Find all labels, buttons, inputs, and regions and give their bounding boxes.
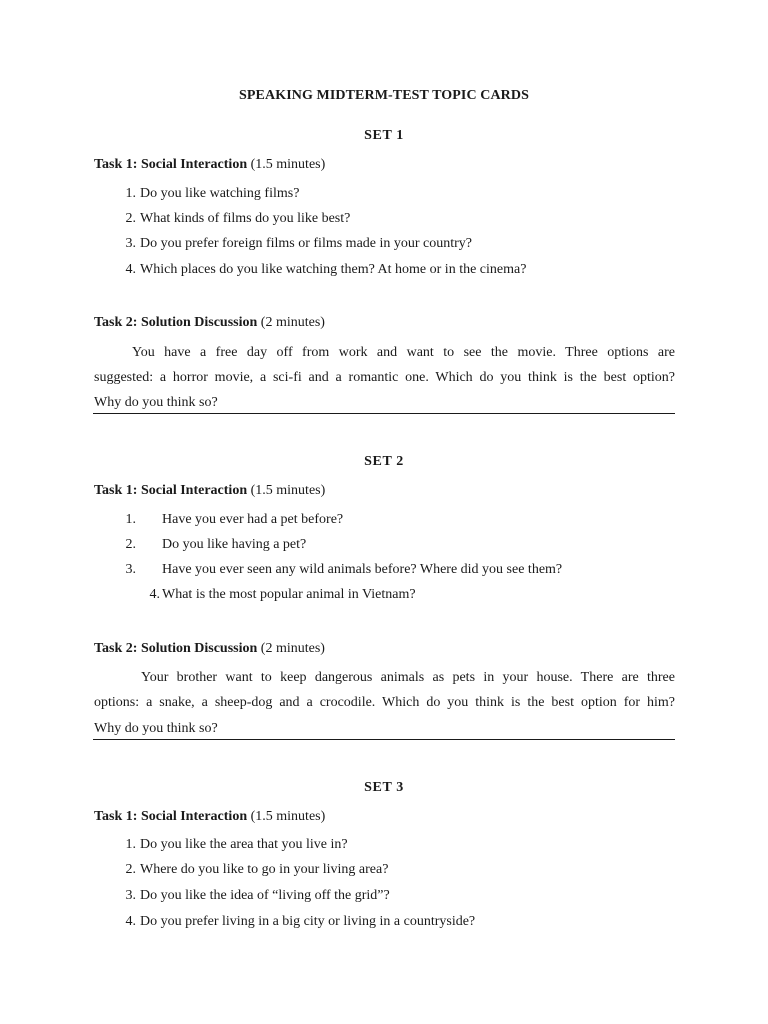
task-label: Task 2: Solution Discussion	[94, 315, 258, 330]
paragraph-line: Why do you think so?	[94, 395, 218, 410]
item-text: What kinds of films do you like best?	[140, 211, 351, 226]
list-item	[0, 837, 768, 857]
paragraph-line: options: a snake, a sheep-dog and a crocodile. Which do you think is the best option for him?	[94, 695, 675, 710]
list-item	[0, 211, 768, 231]
task-label: Task 1: Social Interaction	[94, 157, 248, 172]
item-number: 2.	[125, 211, 136, 226]
item-text: Do you prefer living in a big city or living in a countryside?	[140, 914, 476, 929]
set-1-task-1-heading	[94, 157, 325, 173]
set-2-task-1-heading	[94, 483, 325, 499]
list-item	[0, 587, 768, 607]
item-number: 3.	[125, 236, 136, 251]
section-divider	[93, 739, 675, 740]
list-item	[0, 262, 768, 282]
task-duration: (2 minutes)	[260, 315, 325, 330]
task-label: Task 1: Social Interaction	[94, 809, 248, 824]
list-item	[0, 888, 768, 908]
item-number: 4.	[149, 587, 160, 602]
item-number: 1.	[125, 186, 136, 201]
list-item	[0, 512, 768, 532]
item-text: Do you prefer foreign films or films made in your country?	[140, 236, 473, 251]
list-item	[0, 236, 768, 256]
item-text: Where do you like to go in your living area?	[140, 862, 389, 877]
list-item	[0, 537, 768, 557]
item-text: Do you like watching films?	[140, 186, 300, 201]
item-text: Have you ever seen any wild animals before? Where did you see them?	[162, 562, 563, 577]
document-title: SPEAKING MIDTERM-TEST TOPIC CARDS	[239, 88, 529, 103]
task-duration: (2 minutes)	[260, 641, 325, 656]
item-number: 4.	[125, 262, 136, 277]
task-duration: (1.5 minutes)	[250, 157, 326, 172]
item-number: 4.	[125, 914, 136, 929]
paragraph-line: Why do you think so?	[94, 721, 218, 736]
item-text: Do you like having a pet?	[162, 537, 307, 552]
list-item	[0, 186, 768, 206]
paragraph-line: Your brother want to keep dangerous animals as pets in your house. There are three	[141, 670, 675, 685]
set-3-heading: SET 3	[364, 780, 404, 795]
set-3-task-1-heading	[94, 809, 325, 825]
task-label: Task 2: Solution Discussion	[94, 641, 258, 656]
list-item	[0, 914, 768, 934]
task-label: Task 1: Social Interaction	[94, 483, 248, 498]
set-1-heading: SET 1	[364, 128, 404, 143]
item-text: Which places do you like watching them? At home or in the cinema?	[140, 262, 527, 277]
paragraph-line: suggested: a horror movie, a sci-fi and a romantic one. Which do you think is the best option?	[94, 370, 675, 385]
item-number: 3.	[125, 562, 136, 577]
item-number: 3.	[125, 888, 136, 903]
list-item	[0, 862, 768, 882]
set-2-task-2-heading	[94, 641, 325, 657]
item-text: Have you ever had a pet before?	[162, 512, 344, 527]
set-2-heading: SET 2	[364, 454, 404, 469]
item-text: Do you like the idea of “living off the grid”?	[140, 888, 390, 903]
item-number: 1.	[125, 512, 136, 527]
list-item	[0, 562, 768, 582]
item-number: 2.	[125, 537, 136, 552]
item-text: Do you like the area that you live in?	[140, 837, 348, 852]
set-1-task-2-heading	[94, 315, 325, 331]
paragraph-line: You have a free day off from work and want to see the movie. Three options are	[132, 345, 675, 360]
task-duration: (1.5 minutes)	[250, 483, 326, 498]
task-duration: (1.5 minutes)	[250, 809, 326, 824]
item-number: 2.	[125, 862, 136, 877]
item-number: 1.	[125, 837, 136, 852]
section-divider	[93, 413, 675, 414]
item-text: What is the most popular animal in Vietnam?	[162, 587, 416, 602]
